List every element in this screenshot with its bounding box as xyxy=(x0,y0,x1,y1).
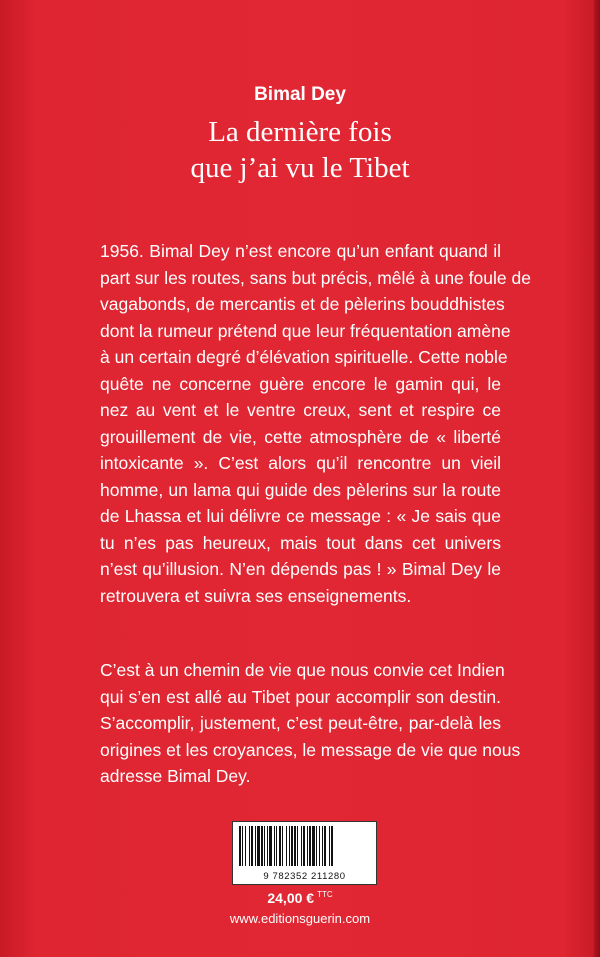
blurb-line: intoxicante ». C’est alors qu’il rencontre un vieil xyxy=(100,453,501,473)
blurb-line: part sur les routes, sans but précis, mêlé à une foule de xyxy=(100,267,531,288)
barcode-bar xyxy=(316,826,317,866)
blurb-line: retrouvera et suivra ses enseignements. xyxy=(100,585,412,606)
blurb-line: quête ne concerne guère encore le gamin qui, le xyxy=(100,373,501,394)
barcode-bar xyxy=(249,826,250,866)
title-line: que j’ai vu le Tibet xyxy=(190,152,410,184)
blurb-line: à un certain degré d’élévation spirituelle. Cette noble xyxy=(100,347,508,367)
blurb-line: homme, un lama qui guide des pèlerins sur la route xyxy=(100,479,501,500)
blurb-line: nez au vent et le ventre creux, sent et respire ce xyxy=(100,400,501,420)
isbn-barcode xyxy=(232,821,377,885)
author-name: Bimal Dey xyxy=(254,84,346,105)
barcode-bar xyxy=(312,826,315,866)
barcode-bar xyxy=(276,826,277,866)
barcode-bar xyxy=(239,826,241,866)
blurb-line: C’est à un chemin de vie que nous convie cet Indien xyxy=(100,660,505,680)
barcode-bar xyxy=(286,826,287,866)
barcode-bar xyxy=(245,826,246,866)
price xyxy=(0,890,600,906)
barcode-bars xyxy=(239,826,370,866)
barcode-bar xyxy=(282,826,283,866)
blurb-line: de Lhassa et lui délivre ce message : « Je sais que xyxy=(100,506,501,526)
price-value: 24,00 € xyxy=(267,890,315,906)
blurb-line: dont la rumeur prétend que leur fréquentation amène xyxy=(100,320,511,341)
blurb-line: vagabonds, de mercantis et de pèlerins bouddhistes xyxy=(100,294,505,314)
barcode-bar xyxy=(274,826,275,866)
barcode-bar xyxy=(251,826,253,866)
price-suffix: TTC xyxy=(317,890,333,899)
publisher-website: www.editionsguerin.com xyxy=(229,911,371,926)
barcode-bar xyxy=(261,826,263,866)
barcode-bar xyxy=(291,826,293,866)
barcode-bar xyxy=(297,826,298,866)
blurb-line: grouillement de vie, cette atmosphère de « liberté xyxy=(100,426,501,447)
barcode-bar xyxy=(319,826,320,866)
barcode-bar xyxy=(307,826,308,866)
barcode-bar xyxy=(279,826,281,866)
blurb-paragraph-2 xyxy=(100,657,521,790)
barcode-bar xyxy=(242,826,243,866)
blurb-line: 1956. Bimal Dey n’est encore qu’un enfant quand il xyxy=(100,241,501,261)
barcode-bar xyxy=(303,826,305,866)
barcode-bar xyxy=(329,826,330,866)
blurb-paragraph-1 xyxy=(100,238,531,609)
barcode-bar xyxy=(267,826,268,866)
title-line: La dernière fois xyxy=(208,116,392,148)
barcode-bar xyxy=(257,826,260,866)
barcode-bar xyxy=(301,826,302,866)
barcode-bar xyxy=(294,826,296,866)
blurb-line: origines et les croyances, le message de vie que nous xyxy=(100,739,521,760)
barcode-bar xyxy=(255,826,256,866)
barcode-bar xyxy=(269,826,272,866)
blurb-line: tu n’es pas heureux, mais tout dans cet univers xyxy=(100,532,501,553)
book-title xyxy=(0,114,600,186)
blurb-line: adresse Bimal Dey. xyxy=(100,766,251,786)
barcode-bar xyxy=(331,826,333,866)
barcode-bar xyxy=(309,826,311,866)
barcode-bar xyxy=(289,826,290,866)
blurb-line: S’accomplir, justement, c’est peut-être, par-delà les xyxy=(100,713,501,733)
isbn-number: 9 782352 211280 xyxy=(263,871,346,882)
barcode-bar xyxy=(264,826,265,866)
blurb-line: qui s’en est allé au Tibet pour accomplir son destin. xyxy=(100,686,501,707)
barcode-bar xyxy=(322,826,323,866)
blurb-line: n’est qu’illusion. N’en dépends pas ! » Bimal Dey le xyxy=(100,559,501,579)
barcode-bar xyxy=(324,826,326,866)
